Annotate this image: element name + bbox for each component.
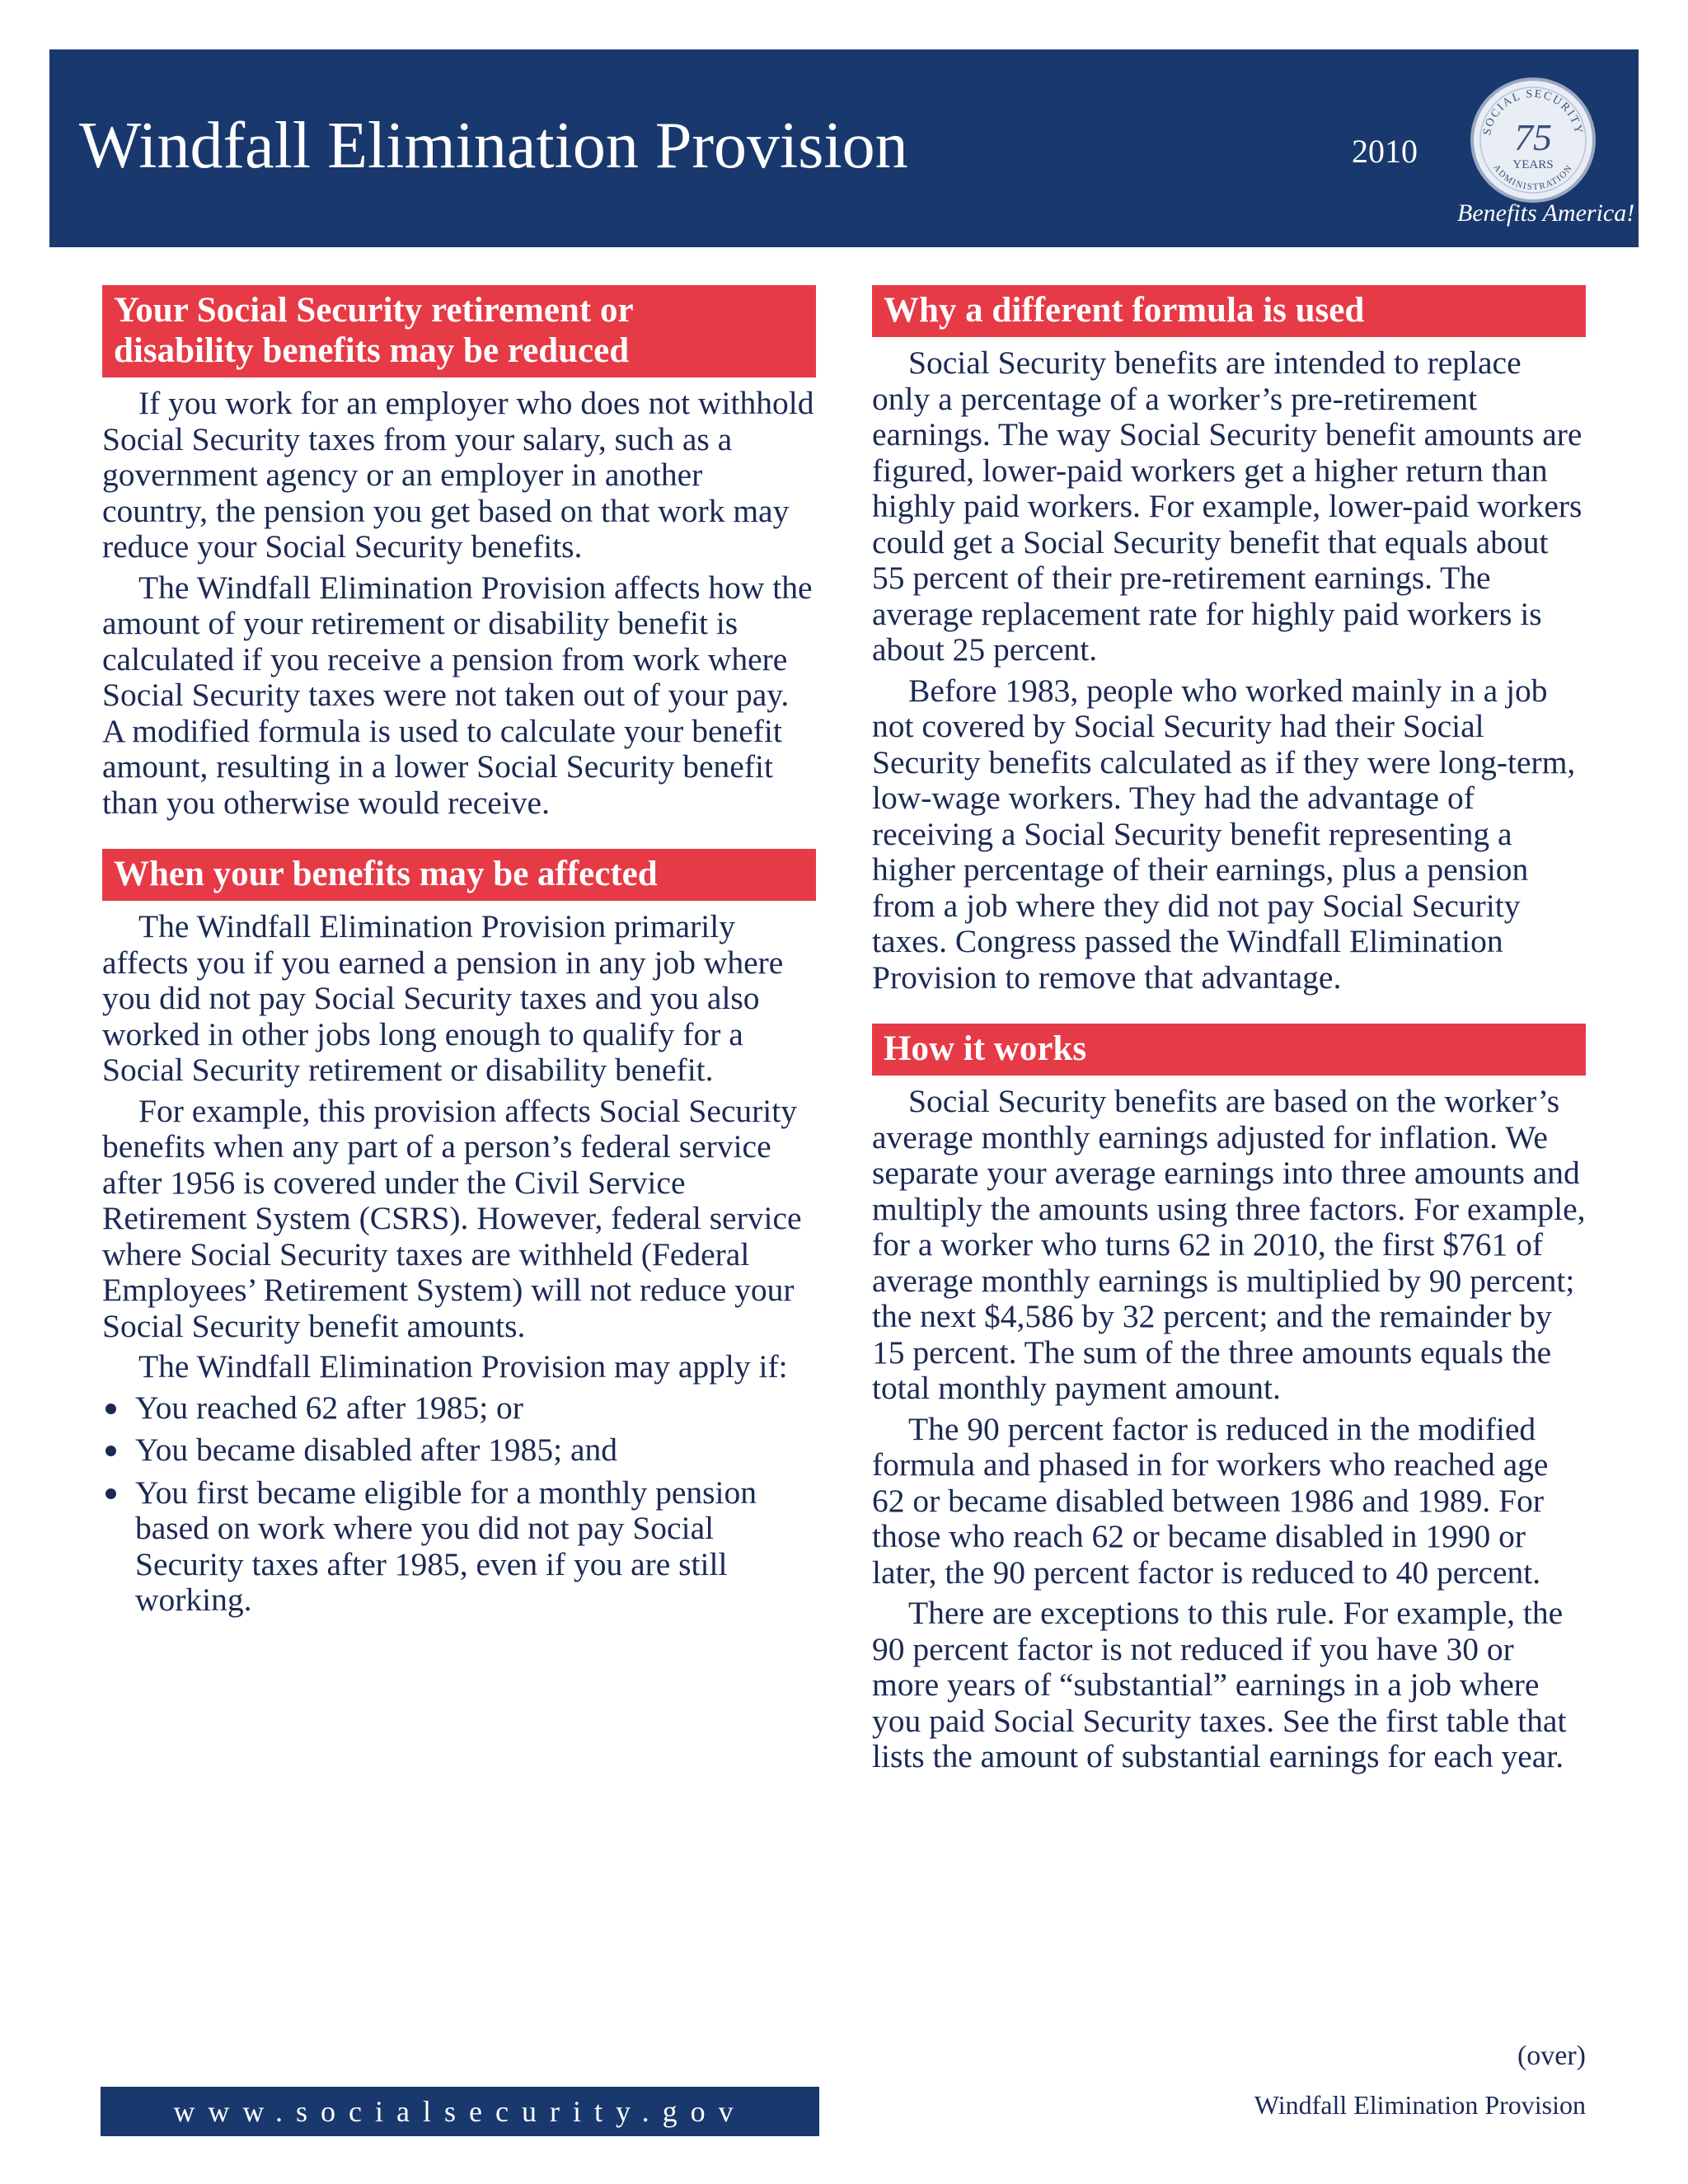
over-note: (over) bbox=[1517, 2041, 1586, 2071]
section-heading-different-formula: Why a different formula is used bbox=[872, 285, 1586, 337]
list-item bbox=[102, 1390, 816, 1427]
list-item bbox=[102, 1475, 816, 1619]
paragraph: If you work for an employer who does not withhold Social Security taxes from your salary, such as a government agency or an employer in another country, the pension you get based on that work may reduce your Social Security benefits. bbox=[102, 385, 814, 565]
bullet-icon bbox=[106, 1446, 116, 1456]
seal-number: 75 bbox=[1514, 116, 1552, 158]
paragraph: Before 1983, people who worked mainly in a job not covered by Social Security had their Social Security benefits calculated as if they were long-term, low-wage workers. They had the advantage of receiving a Social Security benefit representing a higher percentage of their earnings, plus a pension from a job where they did not pay Social Security taxes. Congress passed the Windfall Elimination Provision to remove that advantage. bbox=[872, 672, 1576, 996]
page-title: Windfall Elimination Provision bbox=[79, 110, 908, 182]
ssa-75-years-seal-logo bbox=[1467, 74, 1599, 206]
paragraph: The Windfall Elimination Provision affects how the amount of your retirement or disability benefit is calculated if you receive a pension from work where Social Security taxes were not taken out of your pay. A modified formula is used to calculate your benefit amount, resulting in a lower Social Security benefit than you otherwise would receive. bbox=[102, 569, 813, 821]
paragraph: There are exceptions to this rule. For example, the 90 percent factor is not reduced if you have 30 or more years of “substantial” earnings in a job where you paid Social Security taxes. See the first table that lists the amount of substantial earnings for each year. bbox=[872, 1595, 1567, 1774]
bullet-icon bbox=[106, 1404, 116, 1414]
list-item-text: You reached 62 after 1985; or bbox=[135, 1389, 523, 1426]
paragraph: The Windfall Elimination Provision may apply if: bbox=[138, 1348, 788, 1385]
tagline: Benefits America! bbox=[1457, 199, 1635, 227]
section-heading-benefits-reduced bbox=[102, 285, 816, 377]
paragraph: The 90 percent factor is reduced in the modified formula and phased in for workers who reached age 62 or became disabled between 1986 and 1989. For those who reach 62 or became disabled in 1990 or later, the 90 percent factor is reduced to 40 percent. bbox=[872, 1410, 1549, 1591]
list-item-text: You became disabled after 1985; and bbox=[135, 1432, 618, 1468]
right-column bbox=[872, 285, 1586, 1780]
heading-line: disability benefits may be reduced bbox=[114, 331, 630, 370]
footer-url-bar bbox=[101, 2087, 819, 2136]
section-heading-how-it-works: How it works bbox=[872, 1024, 1586, 1076]
left-column bbox=[102, 285, 816, 1625]
footer-document-title: Windfall Elimination Provision bbox=[1254, 2090, 1586, 2120]
heading-line: Your Social Security retirement or bbox=[114, 291, 634, 330]
list-item bbox=[102, 1432, 816, 1469]
paragraph: Social Security benefits are intended to replace only a percentage of a worker’s pre-retirement earnings. The way Social Security benefit amounts are figured, lower-paid workers get a higher return than highly paid workers. For example, lower-paid workers could get a Social Security benefit that equals about 55 percent of their pre-retirement earnings. The average replacement rate for highly paid workers is about 25 percent. bbox=[872, 344, 1582, 668]
conditions-list bbox=[102, 1390, 816, 1619]
header-banner bbox=[49, 49, 1639, 247]
publication-year: 2010 bbox=[1352, 133, 1418, 170]
seal-years: YEARS bbox=[1512, 158, 1554, 171]
paragraph: The Windfall Elimination Provision primarily affects you if you earned a pension in any job where you did not pay Social Security taxes and you also worked in other jobs long enough to qualify for a Social Security retirement or disability benefit. bbox=[102, 908, 784, 1088]
paragraph: Social Security benefits are based on the worker’s average monthly earnings adjusted for inflation. We separate your average earnings into three amounts and multiply the amounts using three factors. For example, for a worker who turns 62 in 2010, the first $761 of average monthly earnings is multiplied by 90 percent; the next $4,586 by 32 percent; and the remainder by 15 percent. The sum of the three amounts equals the total monthly payment amount. bbox=[872, 1083, 1586, 1406]
seal-bottom-text: ADMINISTRATION bbox=[1491, 162, 1575, 193]
section-heading-when-affected: When your benefits may be affected bbox=[102, 849, 816, 901]
seal-top-text: SOCIAL SECURITY bbox=[1481, 87, 1585, 137]
paragraph: For example, this provision affects Social Security benefits when any part of a person’s federal service after 1956 is covered under the Civil Service Retirement System (CSRS). However, federal service where Social Security taxes are withheld (Federal Employees’ Retirement System) will not reduce your Social Security benefit amounts. bbox=[102, 1092, 802, 1344]
list-item-text: You first became eligible for a monthly pension based on work where you did not pay Social Security taxes after 1985, even if you are still working. bbox=[135, 1474, 757, 1618]
website-link[interactable]: www.socialsecurity.gov bbox=[173, 2095, 747, 2128]
bullet-icon bbox=[106, 1488, 116, 1499]
